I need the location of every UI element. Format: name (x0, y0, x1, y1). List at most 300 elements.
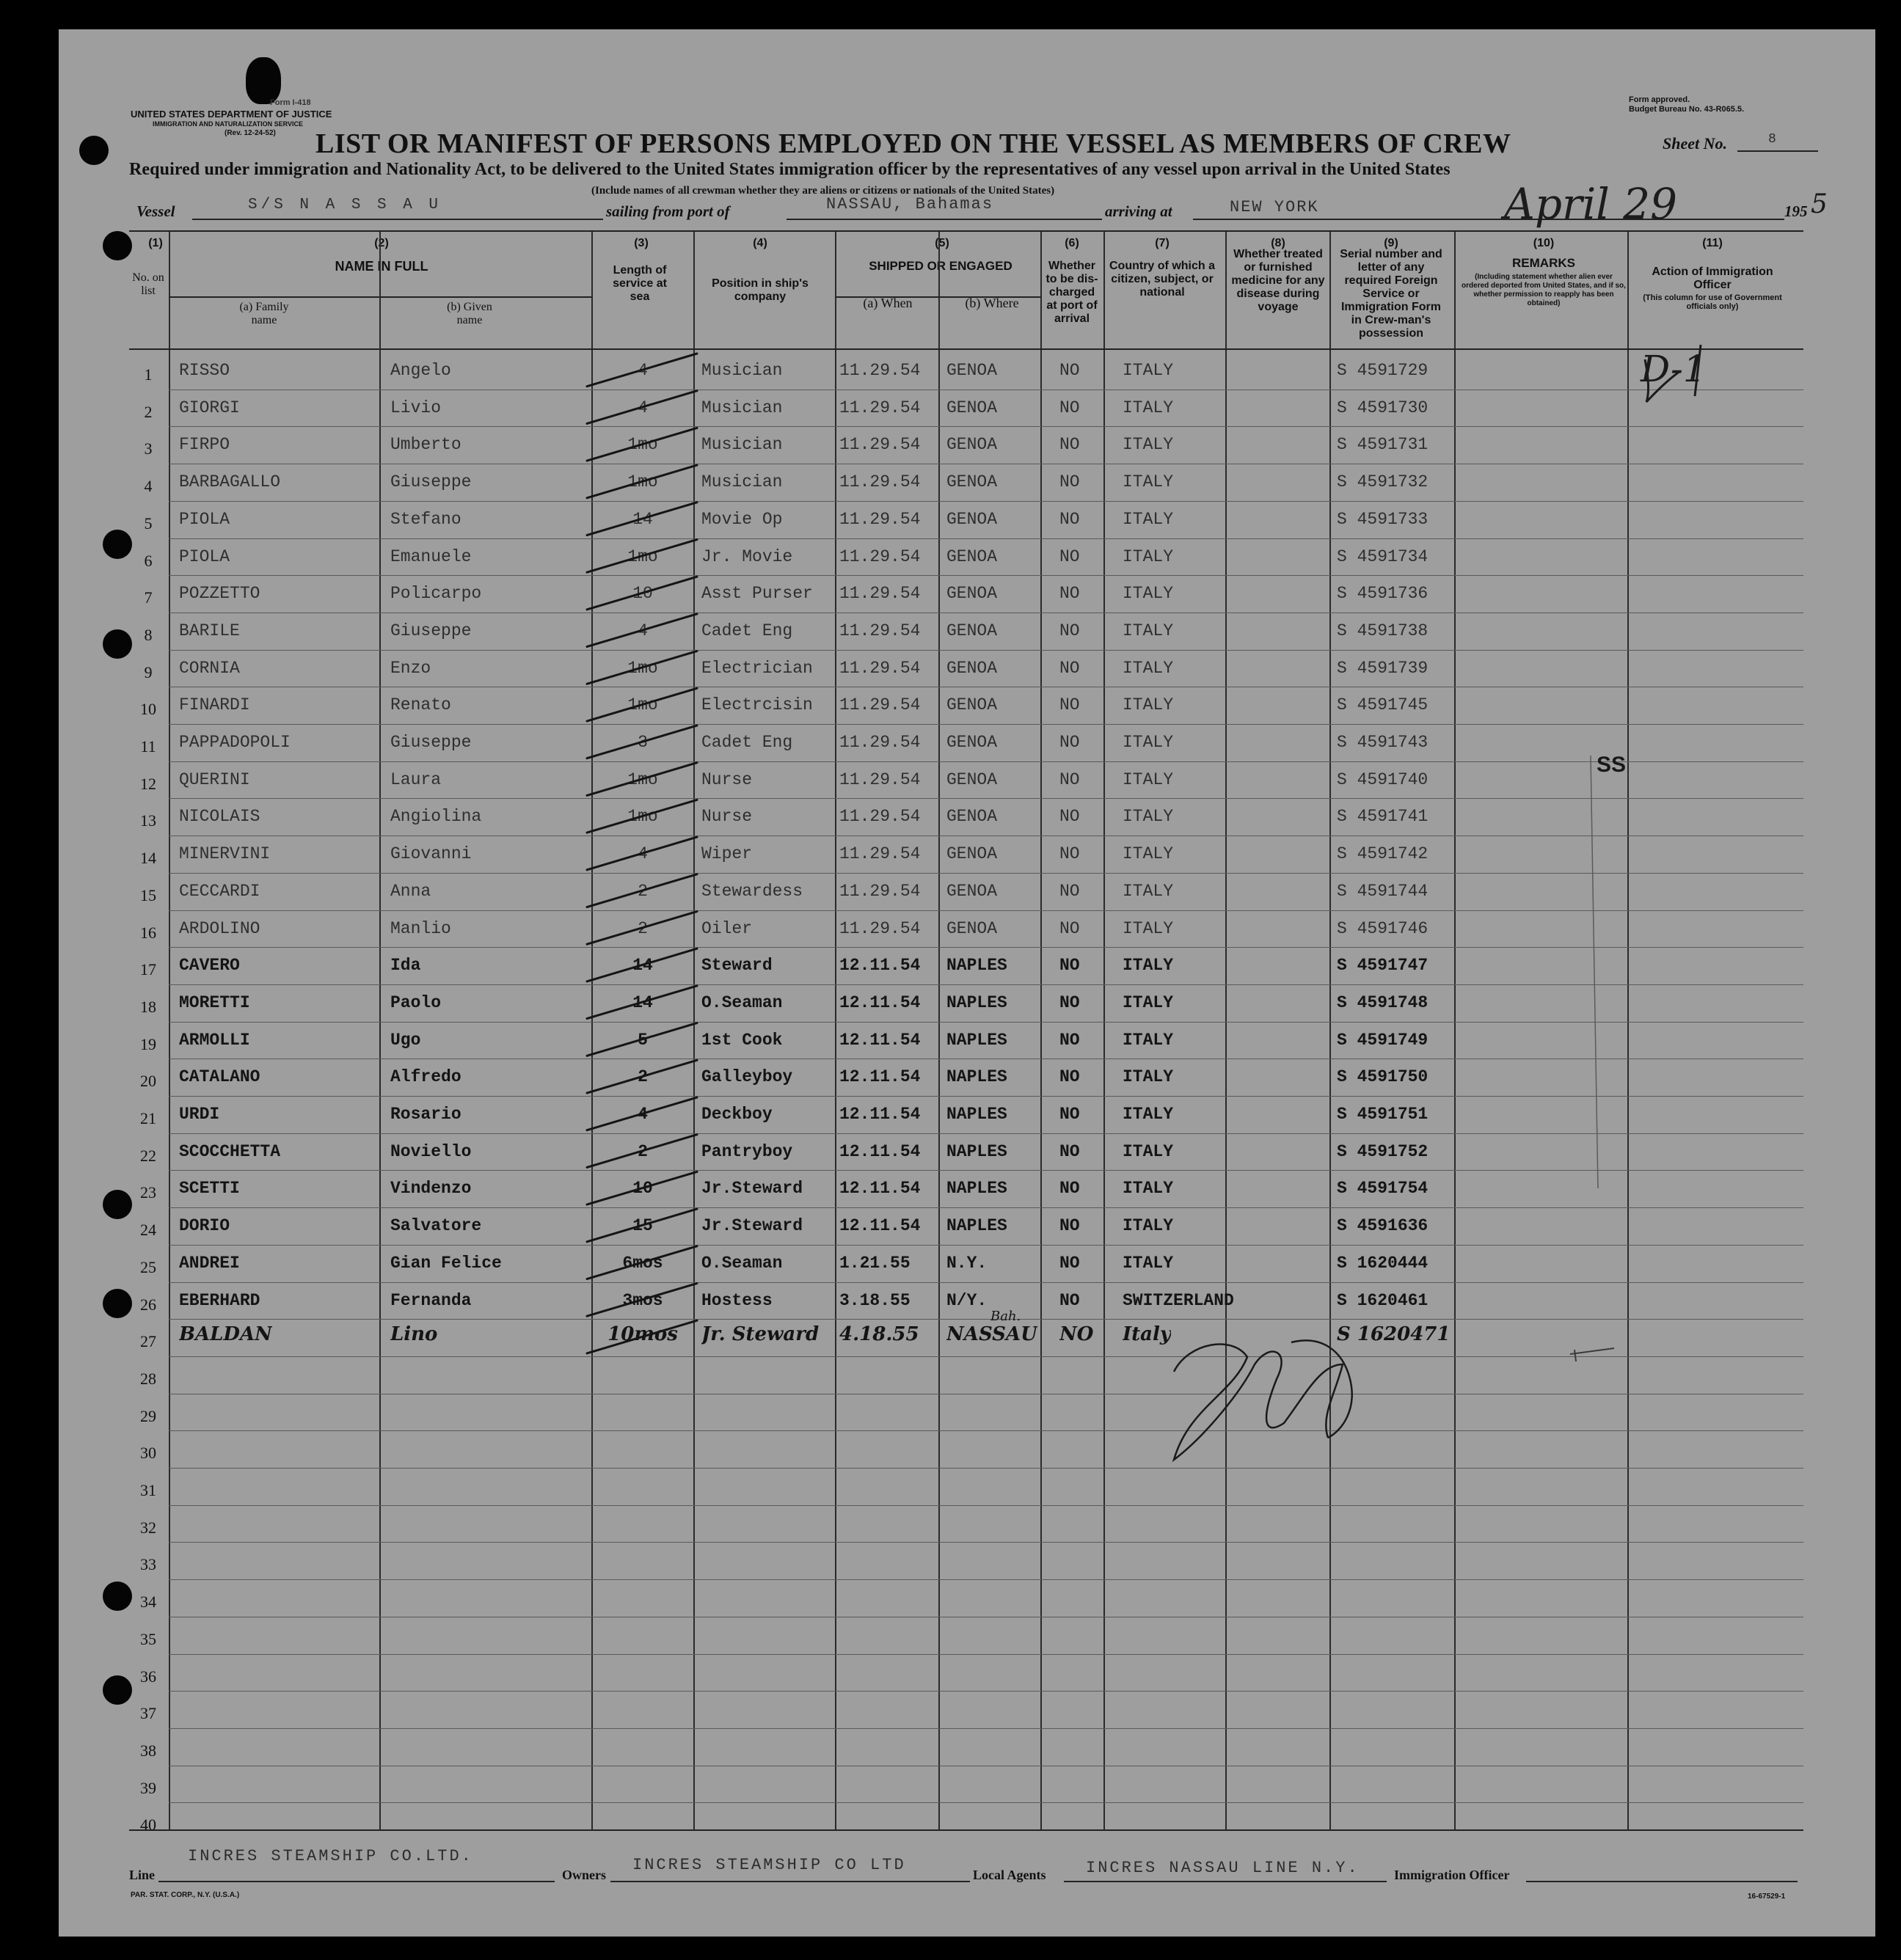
family-name-cell: CATALANO (179, 1067, 260, 1087)
row-number: 36 (140, 1667, 156, 1686)
shipped-where-cell: GENOA (946, 546, 998, 566)
row-number: 33 (140, 1555, 156, 1574)
given-name-cell: Vindenzo (390, 1179, 472, 1199)
shipped-where-cell: GENOA (946, 398, 998, 417)
position-cell: O.Seaman (701, 1253, 783, 1273)
serial-number-cell: S 1620471 (1337, 1323, 1451, 1346)
col5a-header: (a) When (863, 296, 913, 310)
owners-label: Owners (562, 1868, 606, 1882)
discharged-cell: NO (1059, 733, 1080, 752)
country-cell: ITALY (1123, 1216, 1174, 1236)
col3-number: (3) (634, 237, 649, 249)
country-cell: ITALY (1123, 1030, 1174, 1050)
grid-row-line (169, 1691, 1803, 1692)
given-name-cell: Lino (390, 1323, 438, 1346)
serial-number-cell: S 4591734 (1337, 546, 1429, 566)
shipped-where-note: Bah. (990, 1309, 1021, 1325)
country-cell: ITALY (1123, 472, 1174, 492)
row-number: 40 (140, 1815, 156, 1835)
col2a-header: (a) Family name (239, 301, 289, 326)
grid-row-line (169, 761, 1803, 762)
family-name-cell: ANDREI (179, 1253, 240, 1273)
agents-underline (1064, 1881, 1387, 1882)
grid-row-line (169, 1728, 1803, 1729)
row-number: 21 (140, 1109, 156, 1127)
country-cell: ITALY (1123, 435, 1174, 455)
family-name-cell: CORNIA (179, 658, 240, 678)
service-length-cell: 4 (638, 398, 648, 417)
print-code: 16-67529-1 (1748, 1893, 1786, 1901)
col3-header: Length of service at sea (613, 264, 667, 303)
agents-value: INCRES NASSAU LINE N.Y. (1086, 1859, 1360, 1877)
family-name-cell: PIOLA (179, 509, 230, 529)
discharged-cell: NO (1059, 546, 1080, 566)
shipped-when-cell: 12.11.54 (839, 1030, 921, 1050)
grid-row-line (169, 650, 1803, 651)
grid-row-line (169, 1505, 1803, 1506)
arrival-port: NEW YORK (1230, 198, 1319, 216)
owners-underline (610, 1881, 970, 1882)
serial-number-cell: S 4591733 (1337, 509, 1429, 529)
given-name-cell: Giovanni (390, 844, 472, 864)
grid-row-line (169, 1245, 1803, 1246)
grid-row-line (169, 1468, 1803, 1469)
col1-header: No. on list (132, 271, 164, 297)
grid-row-line (169, 1058, 1803, 1059)
row-number: 32 (140, 1518, 156, 1537)
shipped-where-cell: GENOA (946, 584, 998, 604)
row-number: 8 (144, 625, 153, 644)
service-length-cell: 4 (638, 621, 648, 640)
shipped-when-cell: 3.18.55 (839, 1290, 911, 1310)
shipped-when-cell: 12.11.54 (839, 1179, 921, 1199)
service-length-cell: 4 (638, 844, 648, 864)
family-name-cell: QUERINI (179, 769, 250, 789)
country-cell: ITALY (1123, 546, 1174, 566)
given-name-cell: Livio (390, 398, 442, 417)
country-cell: Italy (1123, 1323, 1172, 1346)
shipped-when-cell: 12.11.54 (839, 1105, 921, 1124)
position-cell: Oiler (701, 918, 753, 938)
service-length-cell: 3mos (622, 1290, 663, 1310)
shipped-where-cell: GENOA (946, 621, 998, 640)
grid-row-line (169, 1579, 1803, 1580)
sheet-number: 8 (1768, 132, 1778, 147)
agents-label: Local Agents (973, 1868, 1046, 1882)
col5-header: SHIPPED OR ENGAGED (869, 259, 1012, 273)
position-cell: Electrcisin (701, 695, 813, 715)
shipped-where-cell: NAPLES (946, 1216, 1007, 1236)
country-cell: ITALY (1123, 509, 1174, 529)
serial-number-cell: S 4591747 (1337, 956, 1429, 976)
shipped-when-cell: 11.29.54 (839, 769, 921, 789)
given-name-cell: Stefano (390, 509, 461, 529)
printer-imprint: PAR. STAT. CORP., N.Y. (U.S.A.) (131, 1891, 240, 1899)
grid-row-line (169, 798, 1803, 799)
shipped-when-cell: 11.29.54 (839, 361, 921, 380)
serial-number-cell: S 4591740 (1337, 769, 1429, 789)
shipped-when-cell: 12.11.54 (839, 1141, 921, 1161)
service-length-cell: 15 (632, 1216, 653, 1236)
discharged-cell: NO (1059, 1067, 1080, 1087)
discharged-cell: NO (1059, 881, 1080, 901)
budget-bureau: Budget Bureau No. 43-R065.5. (1629, 105, 1745, 114)
col5-number: (5) (935, 237, 949, 249)
shipped-when-cell: 11.29.54 (839, 509, 921, 529)
service-length-cell: 2 (638, 1067, 648, 1087)
family-name-cell: GIORGI (179, 398, 240, 417)
service-length-cell: 1mo (627, 769, 658, 789)
grid-row-line (169, 1430, 1803, 1431)
shipped-when-cell: 11.29.54 (839, 918, 921, 938)
position-cell: Stewardess (701, 881, 803, 901)
service-length-cell: 14 (632, 956, 653, 976)
row-number: 26 (140, 1295, 156, 1314)
country-cell: ITALY (1123, 361, 1174, 380)
col8-number: (8) (1271, 237, 1285, 249)
serial-number-cell: S 4591748 (1337, 992, 1429, 1012)
discharged-cell: NO (1059, 1141, 1080, 1161)
service-length-cell: 2 (638, 918, 648, 938)
given-name-cell: Anna (390, 881, 431, 901)
grid-row-line (169, 1207, 1803, 1208)
col9-header: Serial number and letter of any required Foreign Service or Immigration Form in Crew-man's possession (1340, 248, 1442, 340)
discharged-cell: NO (1059, 472, 1080, 492)
position-cell: Movie Op (701, 509, 783, 529)
row-number: 4 (144, 477, 153, 496)
col2-number: (2) (374, 237, 389, 249)
row-number: 15 (140, 885, 156, 904)
family-name-cell: CECCARDI (179, 881, 260, 901)
col7-header: Country of which a citizen, subject, or national (1109, 260, 1215, 299)
shipped-where-cell: NASSAU (946, 1323, 1037, 1346)
family-name-cell: BARILE (179, 621, 240, 640)
country-cell: ITALY (1123, 844, 1174, 864)
grid-column-line (1040, 230, 1042, 1829)
row-number: 27 (140, 1332, 156, 1351)
given-name-cell: Angiolina (390, 807, 482, 827)
shipped-when-cell: 11.29.54 (839, 435, 921, 455)
grid-column-line (1454, 230, 1456, 1829)
country-cell: ITALY (1123, 733, 1174, 752)
given-name-cell: Alfredo (390, 1067, 461, 1087)
discharged-cell: NO (1059, 1290, 1080, 1310)
sailing-port: NASSAU, Bahamas (826, 195, 994, 213)
given-name-cell: Fernanda (390, 1290, 472, 1310)
family-name-cell: EBERHARD (179, 1290, 260, 1310)
service-length-cell: 1mo (627, 658, 658, 678)
grid-column-line (1627, 230, 1629, 1829)
service-length-cell: 2 (638, 1141, 648, 1161)
discharged-cell: NO (1059, 1105, 1080, 1124)
row-number: 2 (144, 402, 153, 421)
country-cell: ITALY (1123, 1141, 1174, 1161)
family-name-cell: NICOLAIS (179, 807, 260, 827)
grid-column-line (1225, 230, 1227, 1829)
country-cell: ITALY (1123, 769, 1174, 789)
shipped-where-cell: GENOA (946, 472, 998, 492)
shipped-where-cell: GENOA (946, 844, 998, 864)
discharged-cell: NO (1059, 1179, 1080, 1199)
shipped-when-cell: 12.11.54 (839, 956, 921, 976)
row-number: 17 (140, 960, 156, 979)
service-name: IMMIGRATION AND NATURALIZATION SERVICE (153, 120, 303, 128)
col4-header: Position in ship's company (712, 277, 809, 303)
sheet-line (1737, 150, 1818, 152)
punch-hole (246, 57, 281, 104)
col2-header: NAME IN FULL (335, 259, 428, 274)
family-name-cell: BARBAGALLO (179, 472, 281, 492)
row-number: 22 (140, 1146, 156, 1165)
punch-hole (79, 136, 109, 165)
year-prefix: 195 (1784, 202, 1808, 220)
shipped-when-cell: 11.29.54 (839, 621, 921, 640)
given-name-cell: Policarpo (390, 584, 482, 604)
sailing-line (787, 219, 1102, 220)
shipped-where-cell: NAPLES (946, 992, 1007, 1012)
row-number: 6 (144, 551, 153, 570)
service-length-cell: 4 (638, 1105, 648, 1124)
grid-row-line (835, 296, 1040, 298)
serial-number-cell: S 4591750 (1337, 1067, 1429, 1087)
row-number: 34 (140, 1592, 156, 1612)
instruction-note: (Include names of all crewman whether they are aliens or citizens or nationals of the United States) (591, 185, 1055, 197)
position-cell: Musician (701, 472, 783, 492)
row-number: 11 (140, 737, 156, 756)
arriving-line (1193, 219, 1784, 220)
row-number: 1 (144, 365, 153, 384)
serial-number-cell: S 1620461 (1337, 1290, 1429, 1310)
given-name-cell: Rosario (390, 1105, 461, 1124)
shipped-where-cell: GENOA (946, 509, 998, 529)
col11-header: Action of Immigration Officer (1652, 266, 1773, 291)
service-length-cell: 1mo (627, 546, 658, 566)
serial-number-cell: S 4591754 (1337, 1179, 1429, 1199)
shipped-where-cell: GENOA (946, 733, 998, 752)
country-cell: ITALY (1123, 584, 1174, 604)
family-name-cell: RISSO (179, 361, 230, 380)
family-name-cell: PIOLA (179, 546, 230, 566)
grid-row-line (129, 1829, 1803, 1831)
service-length-cell: 14 (632, 992, 653, 1012)
grid-row-line (169, 1542, 1803, 1543)
row-number: 28 (140, 1369, 156, 1388)
position-cell: Nurse (701, 769, 753, 789)
serial-number-cell: S 4591730 (1337, 398, 1429, 417)
shipped-when-cell: 11.29.54 (839, 881, 921, 901)
position-cell: Wiper (701, 844, 753, 864)
remarks-mark: SS (1597, 753, 1627, 777)
row-number: 31 (140, 1481, 156, 1499)
country-cell: ITALY (1123, 1067, 1174, 1087)
col11-number: (11) (1702, 237, 1723, 249)
col5b-header: (b) Where (965, 296, 1019, 310)
family-name-cell: SCOCCHETTA (179, 1141, 281, 1161)
department-name: UNITED STATES DEPARTMENT OF JUSTICE (131, 109, 332, 120)
service-length-cell: 3 (638, 733, 648, 752)
grid-row-line (129, 230, 1803, 232)
shipped-where-cell: GENOA (946, 658, 998, 678)
row-number: 24 (140, 1221, 156, 1240)
col10-header: REMARKS (1512, 256, 1575, 270)
grid-column-line (379, 296, 381, 1829)
discharged-cell: NO (1059, 1253, 1080, 1273)
given-name-cell: Emanuele (390, 546, 472, 566)
country-cell: ITALY (1123, 956, 1174, 976)
shipped-when-cell: 11.29.54 (839, 844, 921, 864)
col6-number: (6) (1065, 237, 1079, 249)
row-number: 30 (140, 1444, 156, 1463)
discharged-cell: NO (1059, 992, 1080, 1012)
service-length-cell: 6mos (622, 1253, 663, 1273)
given-name-cell: Salvatore (390, 1216, 482, 1236)
shipped-where-cell: GENOA (946, 918, 998, 938)
row-number: 18 (140, 997, 156, 1016)
serial-number-cell: S 4591746 (1337, 918, 1429, 938)
shipped-when-cell: 11.29.54 (839, 695, 921, 715)
position-cell: Pantryboy (701, 1141, 793, 1161)
line-label: Line (129, 1868, 156, 1882)
form-approved: Form approved. (1629, 95, 1690, 104)
serial-number-cell: S 4591742 (1337, 844, 1429, 864)
serial-number-cell: S 4591636 (1337, 1216, 1429, 1236)
grid-row-line (169, 724, 1803, 725)
shipped-when-cell: 11.29.54 (839, 546, 921, 566)
grid-row-line (169, 1022, 1803, 1023)
shipped-when-cell: 11.29.54 (839, 658, 921, 678)
action-code: D-1 (1641, 348, 1707, 390)
family-name-cell: URDI (179, 1105, 220, 1124)
form-number: Form I-418 (270, 98, 311, 107)
punch-hole (103, 231, 132, 260)
col9-number: (9) (1384, 237, 1398, 249)
shipped-where-cell: GENOA (946, 361, 998, 380)
family-name-cell: SCETTI (179, 1179, 240, 1199)
officer-label: Immigration Officer (1394, 1868, 1510, 1882)
shipped-where-cell: NAPLES (946, 1141, 1007, 1161)
grid-column-line (1329, 230, 1331, 1829)
position-cell: Deckboy (701, 1105, 773, 1124)
serial-number-cell: S 4591738 (1337, 621, 1429, 640)
manifest-sheet (59, 29, 1875, 1937)
row-number: 13 (140, 811, 156, 830)
country-cell: ITALY (1123, 1105, 1174, 1124)
col4-number: (4) (753, 237, 767, 249)
shipped-when-cell: 11.29.54 (839, 807, 921, 827)
position-cell: Jr.Steward (701, 1216, 803, 1236)
grid-row-line (169, 910, 1803, 911)
officer-underline (1526, 1881, 1798, 1882)
country-cell: ITALY (1123, 807, 1174, 827)
discharged-cell: NO (1059, 1216, 1080, 1236)
shipped-when-cell: 11.29.54 (839, 584, 921, 604)
shipped-when-cell: 12.11.54 (839, 1216, 921, 1236)
arrival-date: April 29 (1504, 179, 1678, 229)
row-number: 39 (140, 1778, 156, 1797)
shipped-where-cell: N/Y. (946, 1290, 988, 1310)
family-name-cell: DORIO (179, 1216, 230, 1236)
page-title: LIST OR MANIFEST OF PERSONS EMPLOYED ON THE VESSEL AS MEMBERS OF CREW (315, 128, 1511, 159)
line-company: INCRES STEAMSHIP CO.LTD. (188, 1847, 473, 1865)
sailing-label: sailing from port of (606, 202, 730, 220)
grid-column-line (938, 230, 940, 1829)
serial-number-cell: S 4591751 (1337, 1105, 1429, 1124)
given-name-cell: Ugo (390, 1030, 421, 1050)
grid-row-line (169, 984, 1803, 985)
service-length-cell: 1mo (627, 435, 658, 455)
country-cell: ITALY (1123, 695, 1174, 715)
position-cell: O.Seaman (701, 992, 783, 1012)
country-cell: SWITZERLAND (1123, 1290, 1234, 1310)
discharged-cell: NO (1059, 1323, 1094, 1346)
col8-header: Whether treated or furnished medicine for any disease during voyage (1231, 248, 1325, 313)
row-number: 29 (140, 1406, 156, 1425)
row-number: 10 (140, 700, 156, 719)
shipped-where-cell: NAPLES (946, 1030, 1007, 1050)
country-cell: ITALY (1123, 881, 1174, 901)
service-length-cell: 5 (638, 1030, 648, 1050)
discharged-cell: NO (1059, 918, 1080, 938)
discharged-cell: NO (1059, 621, 1080, 640)
shipped-when-cell: 11.29.54 (839, 398, 921, 417)
shipped-when-cell: 12.11.54 (839, 1067, 921, 1087)
service-length-cell: 2 (638, 881, 648, 901)
row-number: 16 (140, 923, 156, 942)
grid-row-line (169, 1319, 1803, 1320)
discharged-cell: NO (1059, 658, 1080, 678)
shipped-when-cell: 11.29.54 (839, 733, 921, 752)
given-name-cell: Giuseppe (390, 621, 472, 640)
discharged-cell: NO (1059, 361, 1080, 380)
shipped-where-cell: GENOA (946, 807, 998, 827)
subtitle: Required under immigration and Nationality Act, to be delivered to the United States immigration officer by the representatives of any vessel upon arrival in the United States (129, 160, 1451, 179)
shipped-where-cell: GENOA (946, 881, 998, 901)
country-cell: ITALY (1123, 918, 1174, 938)
col1-number: (1) (148, 237, 163, 249)
discharged-cell: NO (1059, 956, 1080, 976)
row-number: 5 (144, 513, 153, 533)
service-length-cell: 14 (632, 509, 653, 529)
service-length-cell: 1mo (627, 807, 658, 827)
discharged-cell: NO (1059, 435, 1080, 455)
row-number: 37 (140, 1704, 156, 1723)
family-name-cell: POZZETTO (179, 584, 260, 604)
given-name-cell: Giuseppe (390, 472, 472, 492)
col10-number: (10) (1533, 237, 1555, 249)
position-cell: Musician (701, 361, 783, 380)
position-cell: Steward (701, 956, 773, 976)
serial-number-cell: S 4591739 (1337, 658, 1429, 678)
row-number: 20 (140, 1072, 156, 1091)
shipped-when-cell: 1.21.55 (839, 1253, 911, 1273)
position-cell: Jr. Steward (701, 1323, 820, 1346)
year-suffix: 5 (1811, 189, 1828, 219)
serial-number-cell: S 4591741 (1337, 807, 1429, 827)
shipped-where-cell: GENOA (946, 769, 998, 789)
country-cell: ITALY (1123, 1179, 1174, 1199)
given-name-cell: Noviello (390, 1141, 472, 1161)
shipped-when-cell: 12.11.54 (839, 992, 921, 1012)
position-cell: Musician (701, 398, 783, 417)
service-length-cell: 10 (632, 584, 653, 604)
grid-column-line (169, 230, 170, 1829)
revision-date: (Rev. 12-24-52) (225, 129, 276, 137)
grid-row-line (169, 835, 1803, 836)
serial-number-cell: S 4591745 (1337, 695, 1429, 715)
country-cell: ITALY (1123, 398, 1174, 417)
grid-column-line (591, 230, 593, 1829)
grid-row-line (169, 1133, 1803, 1134)
